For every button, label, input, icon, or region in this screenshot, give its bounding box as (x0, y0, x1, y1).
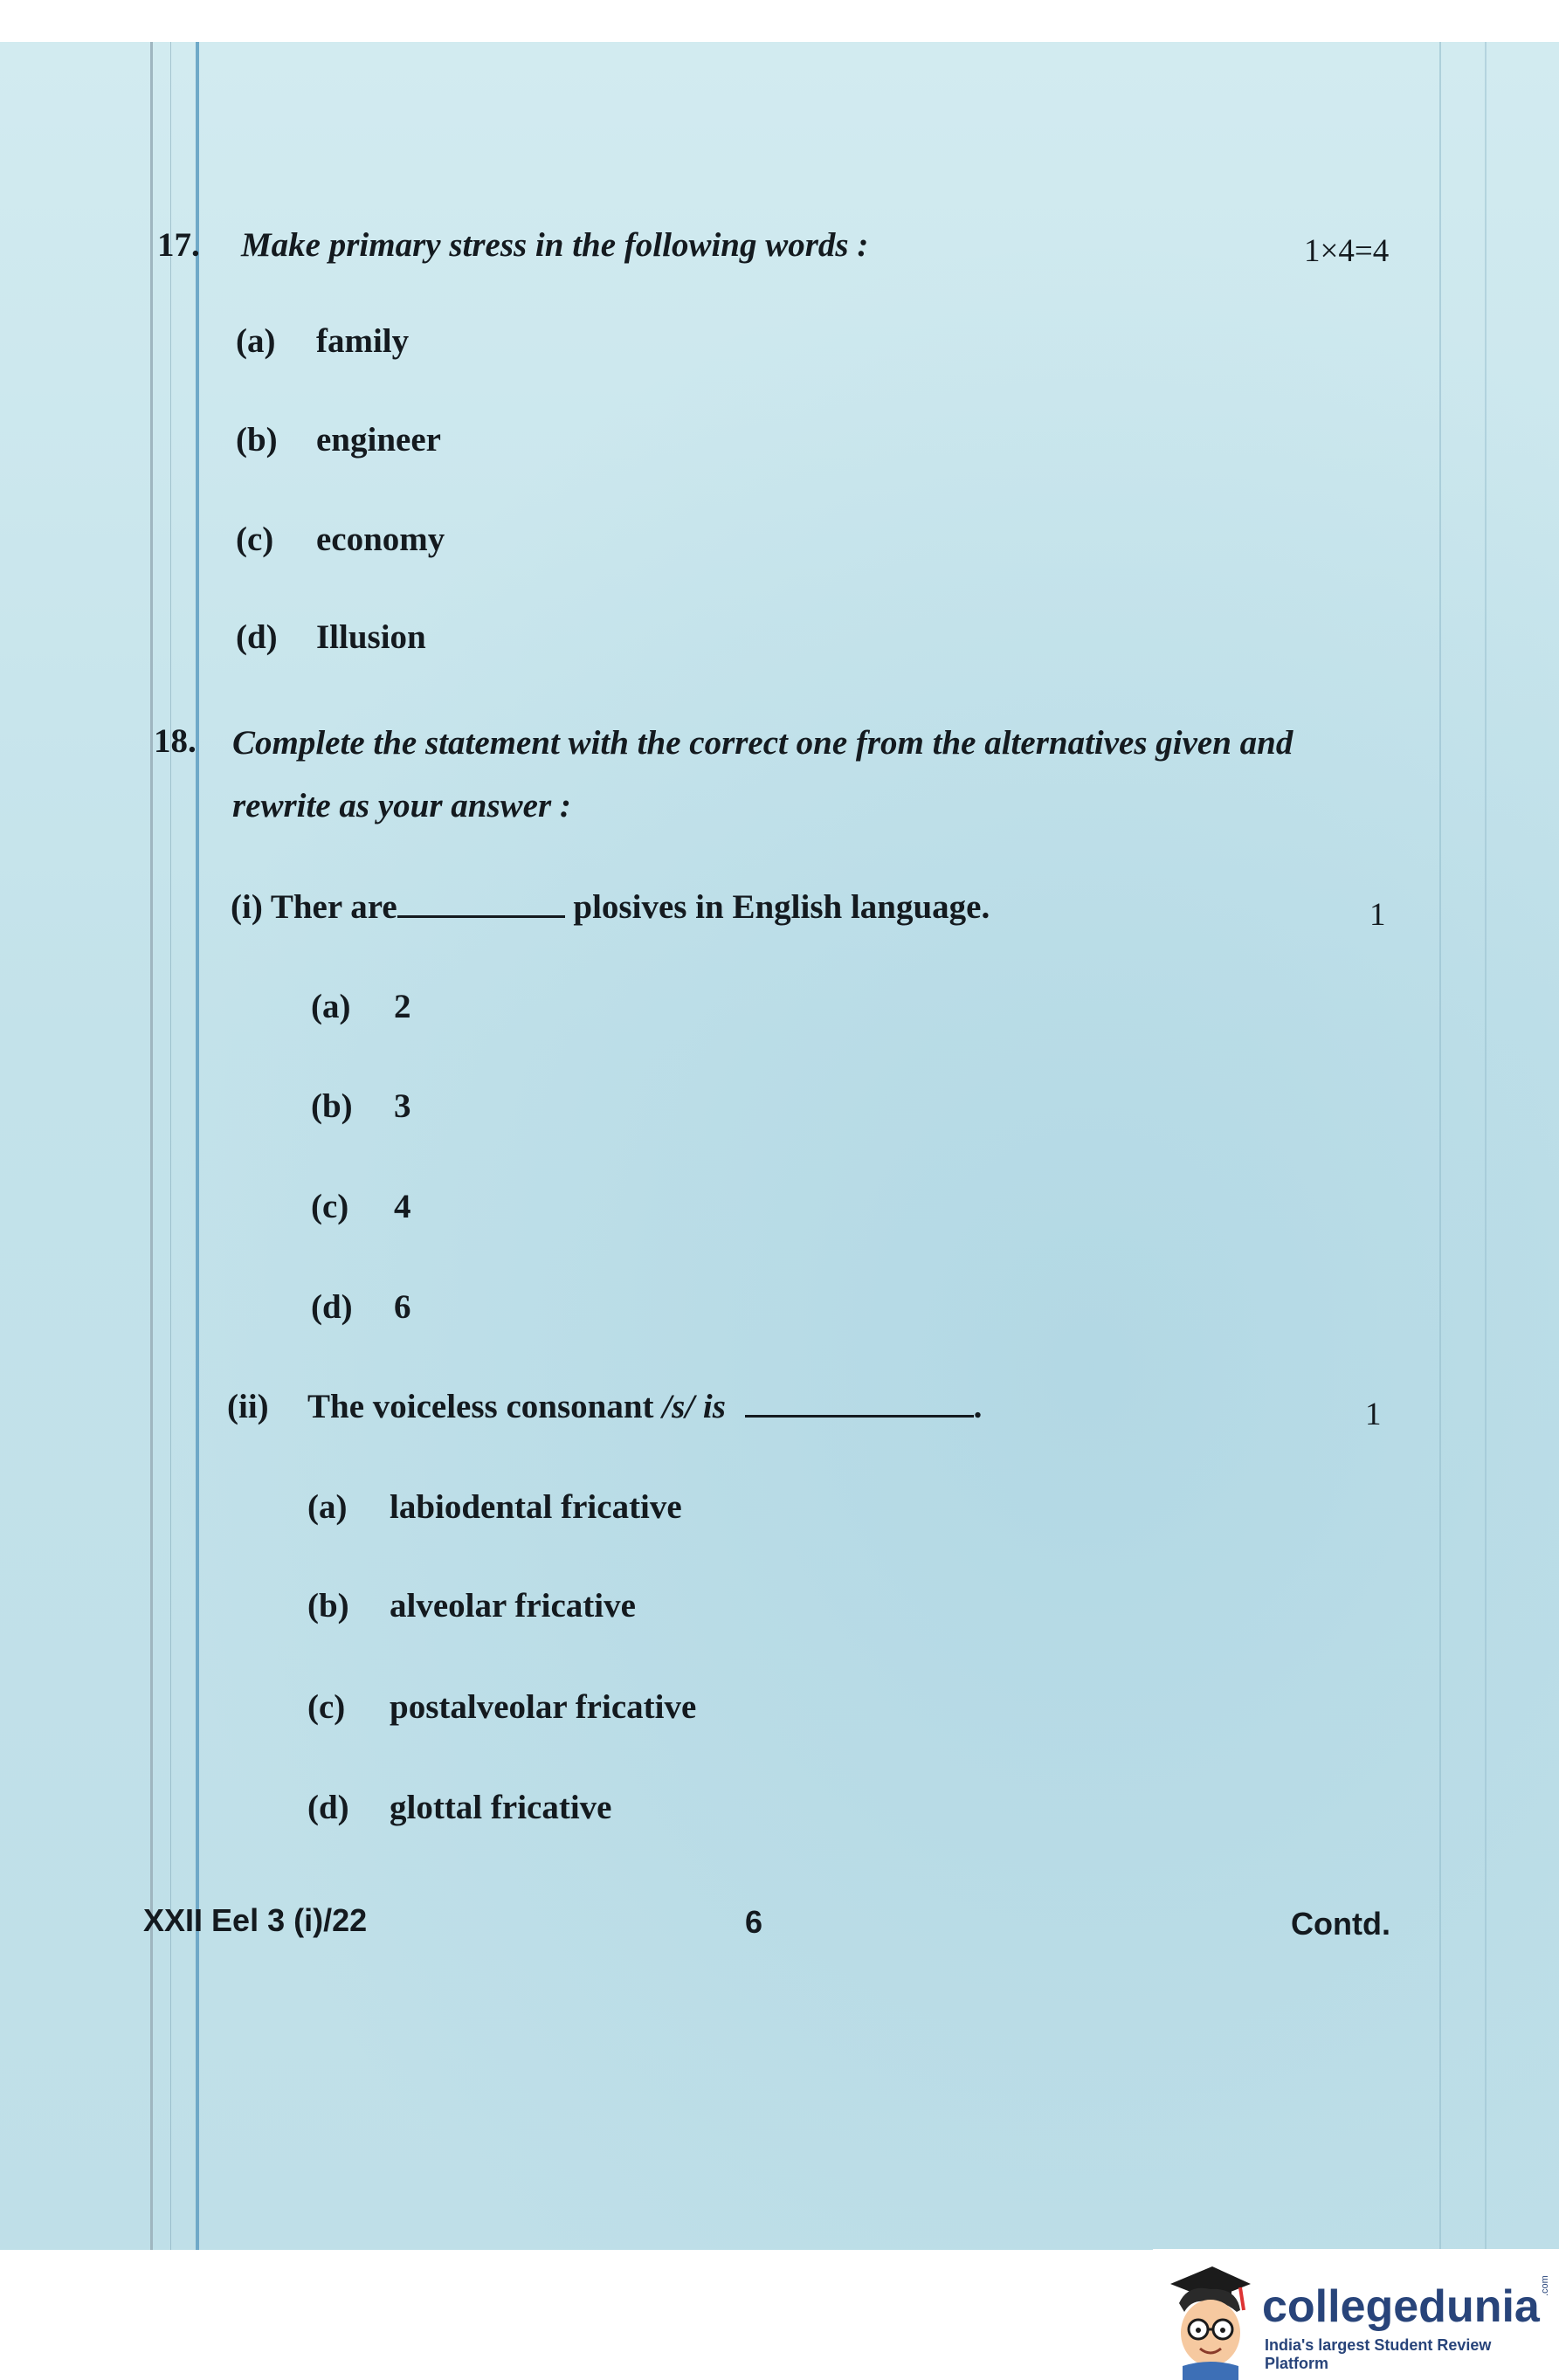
statement-text: The voiceless consonant (307, 1388, 654, 1425)
option-text: engineer (316, 421, 441, 459)
q18-ii-option-b (307, 1586, 636, 1625)
option-text: 3 (394, 1087, 411, 1125)
brand-tagline: India's largest Student Review Platform (1265, 2336, 1492, 2372)
statement-text: . (973, 1388, 983, 1425)
option-label: (d) (236, 618, 278, 656)
option-label: (a) (236, 322, 276, 360)
option-text: Illusion (316, 618, 426, 656)
option-label: (b) (307, 1587, 349, 1625)
q18-part-i-statement (231, 887, 990, 927)
question-17-number: 17. (157, 226, 200, 264)
option-text: postalveolar fricative (390, 1688, 697, 1726)
q18-part-i-marks: 1 (1369, 897, 1386, 933)
q18-i-option-a (311, 987, 411, 1026)
q17-option-d (236, 617, 426, 657)
part-label: (ii) (227, 1388, 269, 1425)
option-text: 2 (394, 988, 411, 1025)
option-label: (a) (311, 988, 351, 1025)
option-text: family (316, 322, 410, 360)
phoneme-text: /s/ is (662, 1388, 726, 1425)
question-18-number: 18. (154, 722, 197, 760)
exam-page (0, 42, 1559, 2250)
question-18-prompt-line2: rewrite as your answer : (232, 787, 571, 824)
q18-i-option-b (311, 1087, 411, 1126)
q18-part-ii-statement (227, 1387, 982, 1426)
option-label: (a) (307, 1488, 348, 1526)
option-label: (d) (311, 1288, 353, 1326)
question-18-prompt-line1: Complete the statement with the correct one from the alternatives given and (232, 724, 1293, 762)
q17-option-a (236, 321, 409, 361)
part-label: (i) (231, 888, 263, 926)
option-label: (b) (236, 421, 278, 459)
option-label: (c) (311, 1188, 349, 1225)
q18-ii-option-c (307, 1687, 696, 1727)
option-text: glottal fricative (390, 1789, 612, 1826)
q18-i-option-d (311, 1287, 411, 1327)
option-text: labiodental fricative (390, 1488, 682, 1526)
statement-text: plosives in English language. (573, 888, 990, 926)
margin-line (1485, 42, 1487, 2250)
option-label: (b) (311, 1087, 353, 1125)
mascot-icon (1153, 2249, 1258, 2380)
option-text: 4 (394, 1188, 411, 1225)
option-label: (c) (236, 521, 274, 558)
option-text: 6 (394, 1288, 411, 1326)
q18-ii-option-d (307, 1788, 611, 1827)
collegedunia-watermark (1153, 2249, 1559, 2380)
question-17-marks: 1×4=4 (1304, 233, 1390, 269)
option-text: alveolar fricative (390, 1587, 636, 1625)
q18-ii-option-a (307, 1487, 682, 1527)
option-label: (c) (307, 1688, 346, 1726)
page-number: 6 (745, 1904, 763, 1940)
q18-part-ii-marks: 1 (1365, 1397, 1382, 1432)
brand-domain: .com (1540, 2275, 1550, 2296)
q17-option-c (236, 520, 445, 559)
margin-line (1439, 42, 1441, 2250)
question-17-prompt: Make primary stress in the following words : (241, 226, 869, 264)
brand-name: collegedunia (1262, 2281, 1540, 2332)
answer-blank (397, 891, 565, 918)
statement-text: Ther are (270, 888, 397, 926)
continued-label: Contd. (1291, 1906, 1390, 1942)
option-text: economy (316, 521, 445, 558)
paper-code: XXII Eel 3 (i)/22 (143, 1902, 368, 1938)
option-label: (d) (307, 1789, 349, 1826)
answer-blank (745, 1390, 974, 1418)
q17-option-b (236, 420, 441, 459)
q18-i-option-c (311, 1187, 411, 1226)
